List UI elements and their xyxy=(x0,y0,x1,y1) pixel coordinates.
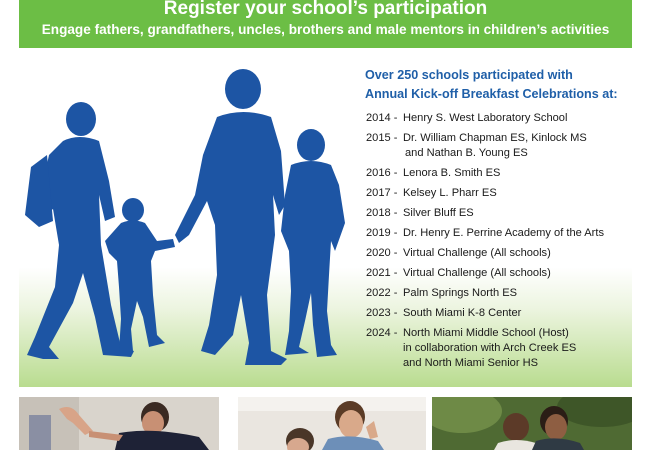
year-label: 2017 - xyxy=(366,187,398,199)
school-name-continued: and North Miami Senior HS xyxy=(403,357,539,369)
list-item xyxy=(366,206,628,221)
year-label: 2023 - xyxy=(366,307,398,319)
year-label: 2016 - xyxy=(366,167,398,179)
photo-father-son xyxy=(238,397,426,450)
schools-list xyxy=(366,111,628,376)
school-name-continued: in collaboration with Arch Creek ES xyxy=(403,342,577,354)
banner-title: Register your school’s participation xyxy=(163,0,488,19)
year-label: 2020 - xyxy=(366,247,398,259)
family-silhouette-image xyxy=(19,55,359,387)
main-panel xyxy=(19,55,632,387)
year-label: 2019 - xyxy=(366,227,398,239)
photo-mentors-outdoors xyxy=(432,397,632,450)
list-item xyxy=(366,186,628,201)
school-name-continued: and Nathan B. Young ES xyxy=(405,147,528,159)
school-name: Dr. Henry E. Perrine Academy of the Arts xyxy=(403,227,605,239)
school-name: Henry S. West Laboratory School xyxy=(403,112,568,124)
list-item xyxy=(366,286,628,301)
school-name: Virtual Challenge (All schools) xyxy=(403,267,551,279)
banner-subtitle: Engage fathers, grandfathers, uncles, brothers and male mentors in children’s activities xyxy=(41,22,610,37)
photo-high-five xyxy=(19,397,219,450)
year-label: 2015 - xyxy=(366,132,398,144)
list-item xyxy=(366,226,628,241)
year-label: 2021 - xyxy=(366,267,398,279)
header-banner xyxy=(19,0,632,48)
school-name: Silver Bluff ES xyxy=(403,207,474,219)
list-item xyxy=(366,111,628,126)
list-item xyxy=(366,246,628,261)
year-label: 2014 - xyxy=(366,112,398,124)
school-name: Lenora B. Smith ES xyxy=(403,167,501,179)
heading-line-2: Annual Kick-off Breakfast Celebrations at: xyxy=(365,87,618,101)
year-label: 2022 - xyxy=(366,287,398,299)
heading-line-1: Over 250 schools participated with xyxy=(365,68,573,82)
list-item xyxy=(366,306,628,321)
school-name: North Miami Middle School (Host) xyxy=(403,327,569,339)
school-name: South Miami K-8 Center xyxy=(403,307,522,319)
year-label: 2024 - xyxy=(366,327,398,339)
school-name: Virtual Challenge (All schools) xyxy=(403,247,551,259)
school-name: Palm Springs North ES xyxy=(403,287,518,299)
list-item xyxy=(366,131,628,161)
list-item xyxy=(366,326,628,371)
list-item xyxy=(366,266,628,281)
year-label: 2018 - xyxy=(366,207,398,219)
list-item xyxy=(366,166,628,181)
school-name: Dr. William Chapman ES, Kinlock MS xyxy=(403,132,587,144)
school-name: Kelsey L. Pharr ES xyxy=(403,187,497,199)
participation-heading xyxy=(365,66,630,104)
